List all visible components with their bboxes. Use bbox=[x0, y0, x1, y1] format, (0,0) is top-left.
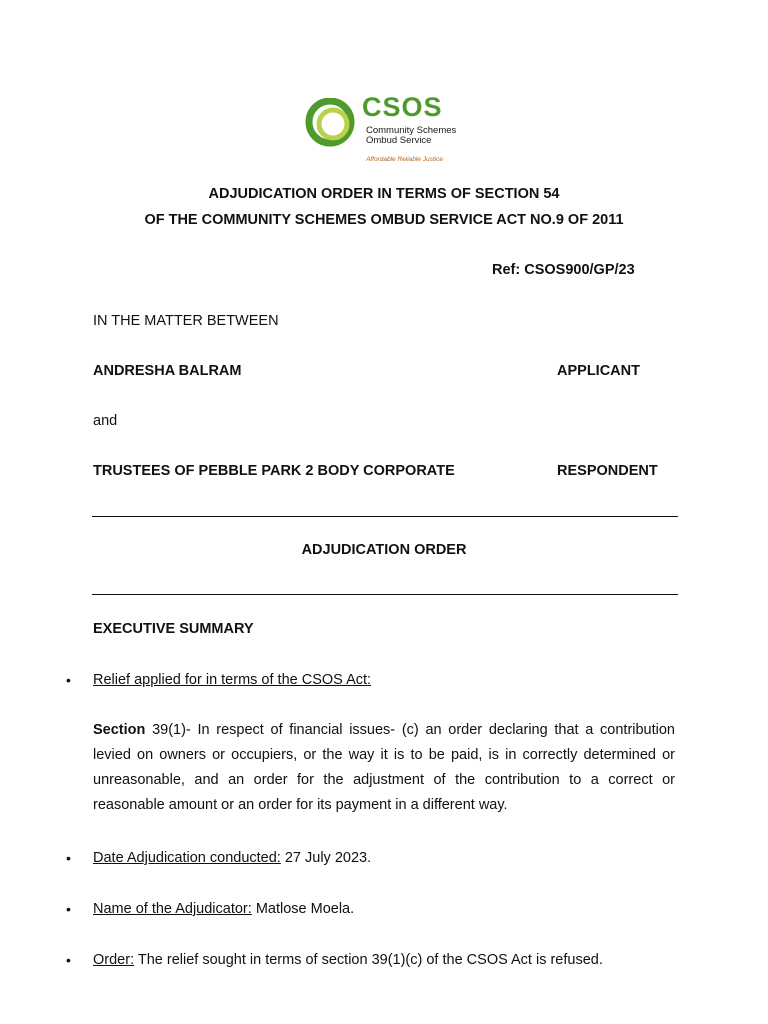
logo-line-2: Ombud Service bbox=[366, 135, 432, 146]
header-line-2: OF THE COMMUNITY SCHEMES OMBUD SERVICE ACT NO.9 OF 2011 bbox=[144, 212, 624, 228]
relief-text: 39(1)- In respect of financial issues- (c) an order declaring that a contribution levied on owners or occupiers, or the way it is to be paid, is in correctly determined or unreasonable, and an order for the adjustment of the contribution to a correct or reasonable amount or an order for its payment in a different way. bbox=[93, 722, 675, 813]
summary-title: EXECUTIVE SUMMARY bbox=[93, 621, 254, 637]
bullet-icon: • bbox=[66, 672, 71, 688]
bullet-icon: • bbox=[66, 901, 71, 917]
csos-logo bbox=[300, 92, 470, 172]
applicant-name: ANDRESHA BALRAM bbox=[93, 363, 242, 379]
bullet-icon: • bbox=[66, 850, 71, 866]
csos-ring-icon bbox=[300, 98, 362, 160]
applicant-role: APPLICANT bbox=[557, 363, 640, 379]
relief-label bbox=[93, 672, 371, 688]
adjudicator-label: Name of the Adjudicator: bbox=[93, 901, 252, 917]
respondent-role: RESPONDENT bbox=[557, 463, 658, 479]
order-label: Order: bbox=[93, 952, 135, 968]
and-text: and bbox=[93, 413, 118, 429]
logo-tagline: Affordable Reliable Justice bbox=[366, 156, 443, 163]
header-line-1: ADJUDICATION ORDER IN TERMS OF SECTION 54 bbox=[208, 186, 560, 202]
logo-line-1: Community Schemes bbox=[366, 125, 457, 136]
reference-number: Ref: CSOS900/GP/23 bbox=[492, 262, 635, 278]
adjudicator-item bbox=[93, 901, 354, 917]
divider-bottom bbox=[92, 594, 678, 595]
matter-heading: IN THE MATTER BETWEEN bbox=[93, 313, 279, 329]
date-item bbox=[93, 850, 371, 866]
date-label: Date Adjudication conducted: bbox=[93, 850, 281, 866]
order-title: ADJUDICATION ORDER bbox=[301, 542, 467, 558]
relief-paragraph bbox=[93, 718, 675, 818]
bullet-icon: • bbox=[66, 952, 71, 968]
logo-brand: CSOS bbox=[362, 92, 443, 122]
adjudicator-value: Matlose Moela. bbox=[251, 901, 355, 917]
divider-top bbox=[92, 516, 678, 517]
order-item bbox=[93, 952, 603, 968]
section-word: Section bbox=[93, 722, 146, 738]
order-value: The relief sought in terms of section 39(1)(c) of the CSOS Act is refused. bbox=[134, 952, 603, 968]
date-value: 27 July 2023. bbox=[280, 850, 372, 866]
relief-label-text: Relief applied for in terms of the CSOS Act: bbox=[93, 672, 372, 688]
respondent-name: TRUSTEES OF PEBBLE PARK 2 BODY CORPORATE bbox=[93, 463, 455, 479]
